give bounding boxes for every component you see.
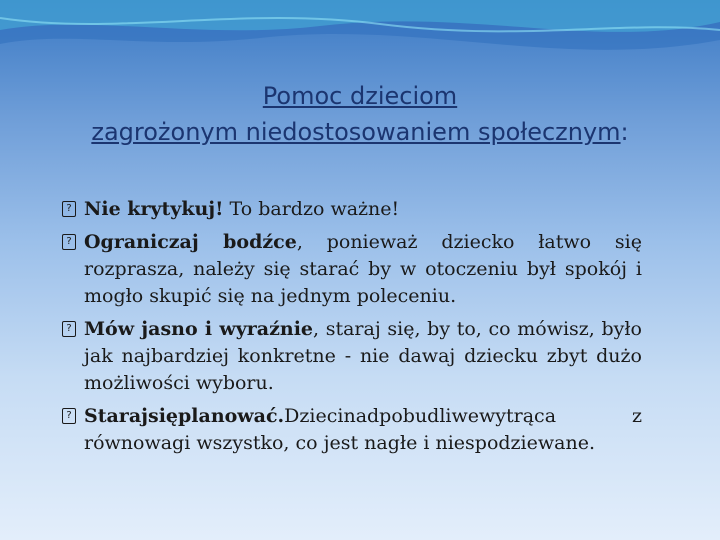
list-item <box>62 229 642 310</box>
item-text: , ponieważ dziecko łatwo się rozprasza, należy się starać by w otoczeniu był spokój i mogło skupić się na jednym poleceniu. <box>84 231 642 307</box>
item-text: , staraj się, by to, co mówisz, było jak najbardziej konkretne - nie dawaj dziecku zbyt dużo możliwości wyboru. <box>84 318 642 394</box>
item-bold: Mów jasno i wyraźnie <box>84 318 313 340</box>
item-text: Dziecinadpobudliwewytrąca z równowagi wszystko, co jest nagłe i niespodziewane. <box>84 405 642 454</box>
item-bold: Ograniczaj bodźce <box>84 231 297 253</box>
item-text: To bardzo ważne! <box>223 198 400 220</box>
bullet-icon: ? <box>62 201 76 217</box>
bullet-icon: ? <box>62 408 76 424</box>
slide-title <box>40 78 680 150</box>
bullet-list <box>62 196 642 463</box>
bullet-icon: ? <box>62 321 76 337</box>
list-item <box>62 196 642 223</box>
decorative-wave <box>0 0 720 90</box>
title-line-1: Pomoc dzieciom <box>262 82 458 110</box>
item-bold: Starajsięplanować. <box>84 405 285 427</box>
title-line-2: zagrożonym niedostosowaniem społecznym <box>91 118 621 146</box>
title-colon: : <box>620 118 629 146</box>
list-item <box>62 403 642 457</box>
list-item <box>62 316 642 397</box>
item-bold: Nie krytykuj! <box>84 198 224 220</box>
bullet-icon: ? <box>62 234 76 250</box>
